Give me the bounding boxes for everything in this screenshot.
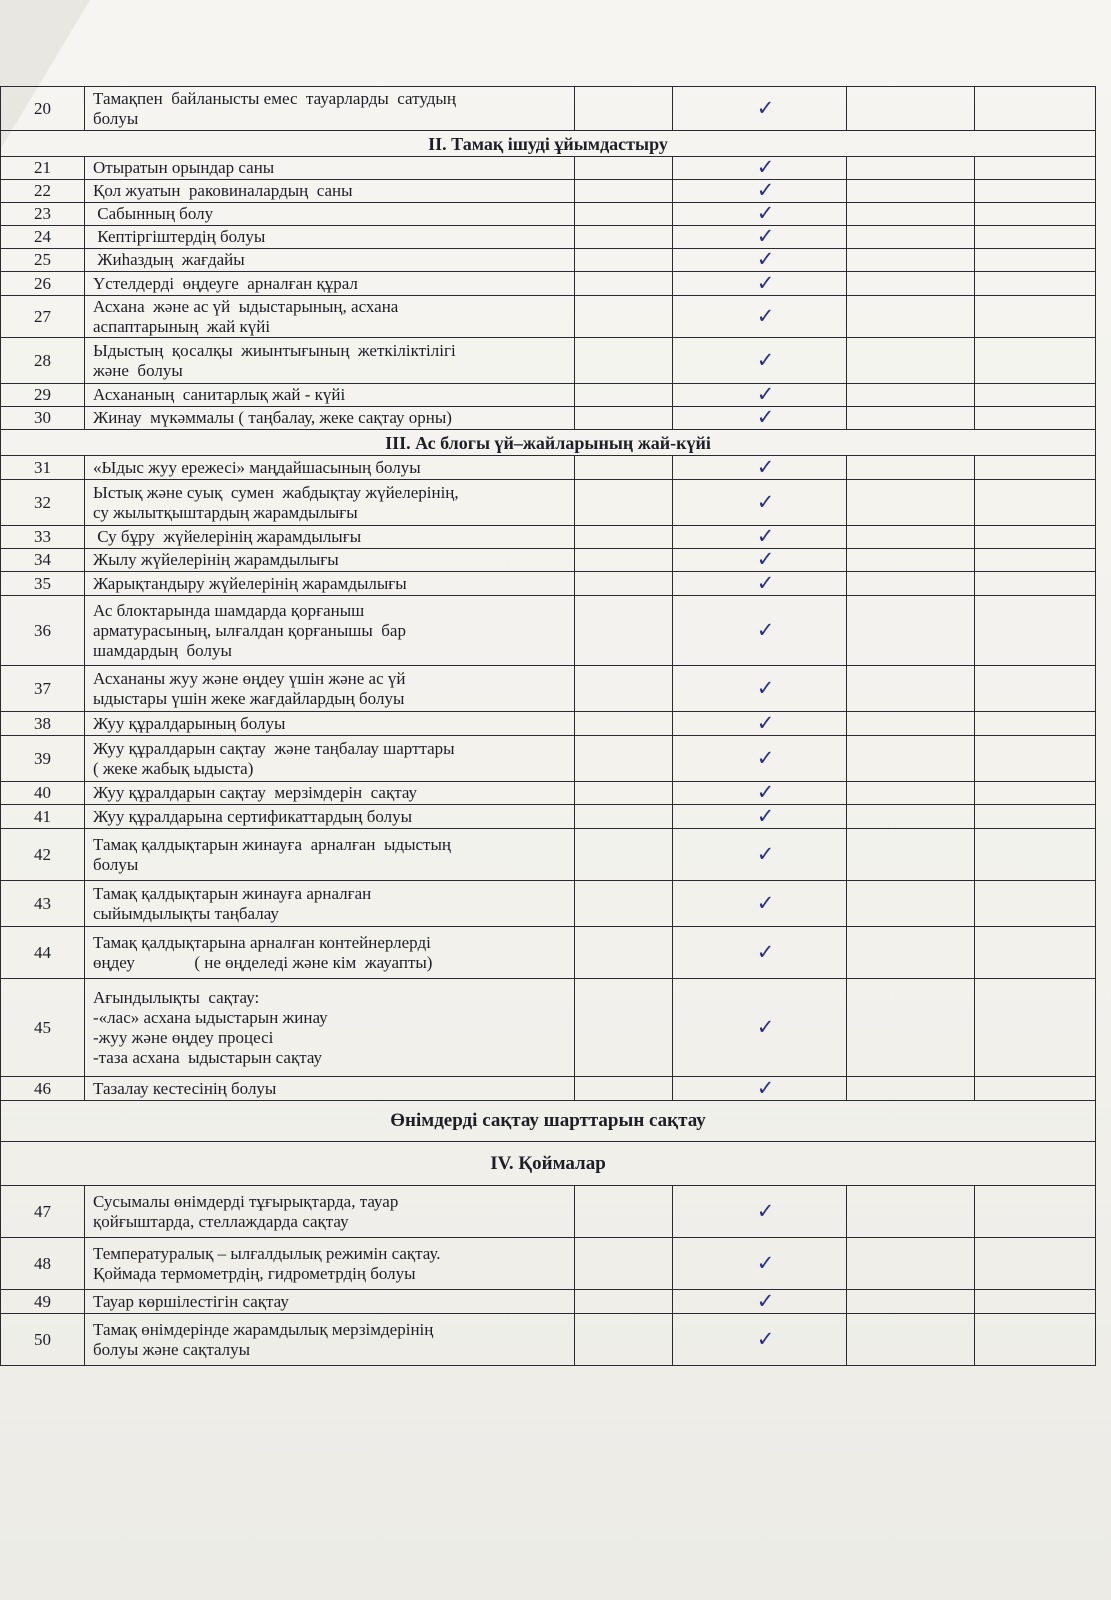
blank-cell [847, 338, 975, 384]
check-mark-icon: ✓ [756, 156, 775, 179]
item-description: Қол жуатын раковиналардың саны [85, 180, 575, 203]
blank-cell [975, 272, 1096, 296]
checklist-row [1, 249, 1096, 272]
item-description: Отыратын орындар саны [85, 157, 575, 180]
section-heading-row [1, 1101, 1096, 1142]
blank-cell [975, 596, 1096, 666]
item-number: 39 [1, 736, 85, 782]
blank-cell [575, 596, 673, 666]
compliance-cell [673, 881, 847, 927]
check-mark-icon: ✓ [756, 1326, 775, 1351]
compliance-cell [673, 549, 847, 572]
blank-cell [847, 1290, 975, 1314]
compliance-cell [673, 180, 847, 203]
blank-cell [847, 596, 975, 666]
blank-cell [847, 782, 975, 805]
compliance-cell [673, 87, 847, 131]
item-description: Жинау мүкәммалы ( таңбалау, жеке сақтау орны) [85, 407, 575, 430]
item-number: 41 [1, 805, 85, 829]
item-number: 25 [1, 249, 85, 272]
item-description: Жуу құралдарын сақтау мерзімдерін сақтау [85, 782, 575, 805]
compliance-cell [673, 1238, 847, 1290]
item-description: Ыстық және суық сумен жабдықтау жүйелерінің, су жылытқыштардың жарамдылығы [85, 480, 575, 526]
checklist-row [1, 829, 1096, 881]
blank-cell [575, 1077, 673, 1101]
check-mark-icon: ✓ [756, 406, 775, 429]
item-description: Тамақ қалдықтарын жинауға арналған ыдыстың болуы [85, 829, 575, 881]
blank-cell [847, 1077, 975, 1101]
checklist-row [1, 782, 1096, 805]
item-description: Сабынның болу [85, 203, 575, 226]
item-number: 21 [1, 157, 85, 180]
checklist-row [1, 712, 1096, 736]
check-mark-icon: ✓ [756, 179, 775, 202]
compliance-cell [673, 157, 847, 180]
blank-cell [575, 249, 673, 272]
blank-cell [975, 881, 1096, 927]
item-number: 38 [1, 712, 85, 736]
blank-cell [575, 805, 673, 829]
item-number: 28 [1, 338, 85, 384]
blank-cell [975, 456, 1096, 480]
blank-cell [847, 180, 975, 203]
item-description: Жуу құралдарын сақтау және таңбалау шарттары ( жеке жабық ыдыста) [85, 736, 575, 782]
compliance-cell [673, 1186, 847, 1238]
blank-cell [575, 1238, 673, 1290]
blank-cell [975, 736, 1096, 782]
inspection-checklist [0, 86, 1095, 1366]
compliance-cell [673, 736, 847, 782]
check-mark-icon: ✓ [756, 841, 775, 866]
blank-cell [575, 666, 673, 712]
checklist-body [1, 87, 1096, 1366]
compliance-cell [673, 1290, 847, 1314]
item-description: Кептіргіштердің болуы [85, 226, 575, 249]
blank-cell [975, 666, 1096, 712]
item-number: 35 [1, 572, 85, 596]
compliance-cell [673, 805, 847, 829]
item-number: 42 [1, 829, 85, 881]
check-mark-icon: ✓ [756, 455, 775, 479]
blank-cell [975, 805, 1096, 829]
check-mark-icon: ✓ [756, 202, 775, 225]
item-description: Асхананы жуу және өңдеу үшін және ас үй ыдыстары үшін жеке жағдайлардың болуы [85, 666, 575, 712]
check-mark-icon: ✓ [756, 1289, 775, 1313]
item-number: 34 [1, 549, 85, 572]
compliance-cell [673, 407, 847, 430]
check-mark-icon: ✓ [756, 571, 775, 595]
check-mark-icon: ✓ [756, 271, 775, 295]
blank-cell [847, 407, 975, 430]
blank-cell [847, 480, 975, 526]
item-description: Ас блоктарында шамдарда қорғаныш арматурасының, ылғалдан қорғанышы бар шамдардың болуы [85, 596, 575, 666]
check-mark-icon: ✓ [756, 489, 775, 514]
item-number: 29 [1, 384, 85, 407]
blank-cell [975, 1077, 1096, 1101]
checklist-row [1, 203, 1096, 226]
compliance-cell [673, 456, 847, 480]
check-mark-icon: ✓ [756, 1250, 775, 1275]
item-number: 48 [1, 1238, 85, 1290]
blank-cell [975, 782, 1096, 805]
compliance-cell [673, 384, 847, 407]
checklist-row [1, 480, 1096, 526]
blank-cell [847, 736, 975, 782]
blank-cell [975, 226, 1096, 249]
blank-cell [847, 272, 975, 296]
blank-cell [975, 1314, 1096, 1366]
blank-cell [975, 203, 1096, 226]
compliance-cell [673, 338, 847, 384]
checklist-row [1, 272, 1096, 296]
check-mark-icon: ✓ [756, 1014, 775, 1039]
checklist-row [1, 180, 1096, 203]
section-heading-row [1, 131, 1096, 157]
checklist-row [1, 384, 1096, 407]
section-heading: Өнімдерді сақтау шарттарын сақтау [1, 1101, 1096, 1142]
compliance-cell [673, 712, 847, 736]
item-description: Температуралық – ылғалдылық режимін сақтау. Қоймада термометрдің, гидрометрдің болуы [85, 1238, 575, 1290]
item-number: 30 [1, 407, 85, 430]
blank-cell [847, 666, 975, 712]
compliance-cell [673, 596, 847, 666]
checklist-row [1, 1238, 1096, 1290]
blank-cell [575, 456, 673, 480]
item-number: 37 [1, 666, 85, 712]
blank-cell [975, 296, 1096, 338]
compliance-cell [673, 1314, 847, 1366]
checklist-row [1, 572, 1096, 596]
item-number: 26 [1, 272, 85, 296]
section-heading: III. Ас блогы үй–жайларының жай-күйі [1, 430, 1096, 456]
item-description: «Ыдыс жуу ережесі» маңдайшасының болуы [85, 456, 575, 480]
item-number: 22 [1, 180, 85, 203]
item-description: Жарықтандыру жүйелерінің жарамдылығы [85, 572, 575, 596]
item-description: Тамақ қалдықтарын жинауға арналған сыйымдылықты таңбалау [85, 881, 575, 927]
check-mark-icon: ✓ [756, 745, 775, 770]
item-description: Асхананың санитарлық жай - күйі [85, 384, 575, 407]
item-number: 27 [1, 296, 85, 338]
check-mark-icon: ✓ [756, 525, 775, 548]
item-description: Тауар көршілестігін сақтау [85, 1290, 575, 1314]
item-number: 44 [1, 927, 85, 979]
checklist-row [1, 526, 1096, 549]
blank-cell [975, 384, 1096, 407]
blank-cell [847, 572, 975, 596]
item-description: Ыдыстың қосалқы жиынтығының жеткіліктілігі және болуы [85, 338, 575, 384]
blank-cell [575, 712, 673, 736]
item-number: 33 [1, 526, 85, 549]
checklist-row [1, 1077, 1096, 1101]
item-description: Жуу құралдарына сертификаттардың болуы [85, 805, 575, 829]
blank-cell [847, 805, 975, 829]
checklist-row [1, 407, 1096, 430]
section-heading: IV. Қоймалар [1, 1142, 1096, 1186]
checklist-row [1, 927, 1096, 979]
blank-cell [847, 881, 975, 927]
check-mark-icon: ✓ [756, 95, 775, 120]
item-number: 46 [1, 1077, 85, 1101]
blank-cell [847, 1314, 975, 1366]
check-mark-icon: ✓ [756, 347, 775, 372]
check-mark-icon: ✓ [756, 248, 775, 271]
checklist-row [1, 549, 1096, 572]
item-description: Тамақ өнімдерінде жарамдылық мерзімдерінің болуы және сақталуы [85, 1314, 575, 1366]
checklist-row [1, 1314, 1096, 1366]
compliance-cell [673, 272, 847, 296]
checklist-row [1, 1290, 1096, 1314]
blank-cell [975, 338, 1096, 384]
blank-cell [975, 979, 1096, 1077]
blank-cell [575, 296, 673, 338]
blank-cell [847, 157, 975, 180]
blank-cell [975, 157, 1096, 180]
blank-cell [575, 157, 673, 180]
item-number: 23 [1, 203, 85, 226]
blank-cell [847, 829, 975, 881]
blank-cell [975, 927, 1096, 979]
item-description: Су бұру жүйелерінің жарамдылығы [85, 526, 575, 549]
blank-cell [575, 881, 673, 927]
compliance-cell [673, 203, 847, 226]
checklist-row [1, 666, 1096, 712]
checklist-table [0, 86, 1096, 1366]
blank-cell [575, 927, 673, 979]
blank-cell [575, 1186, 673, 1238]
blank-cell [575, 1290, 673, 1314]
blank-cell [575, 480, 673, 526]
blank-cell [847, 249, 975, 272]
item-number: 40 [1, 782, 85, 805]
section-heading-row [1, 1142, 1096, 1186]
check-mark-icon: ✓ [756, 303, 775, 328]
item-number: 47 [1, 1186, 85, 1238]
check-mark-icon: ✓ [756, 675, 775, 700]
checklist-row [1, 456, 1096, 480]
check-mark-icon: ✓ [756, 617, 775, 642]
blank-cell [575, 180, 673, 203]
compliance-cell [673, 782, 847, 805]
blank-cell [975, 180, 1096, 203]
blank-cell [975, 1290, 1096, 1314]
checklist-row [1, 596, 1096, 666]
item-number: 36 [1, 596, 85, 666]
item-description: Жуу құралдарының болуы [85, 712, 575, 736]
blank-cell [575, 572, 673, 596]
item-description: Тазалау кестесінің болуы [85, 1077, 575, 1101]
blank-cell [847, 87, 975, 131]
compliance-cell [673, 526, 847, 549]
blank-cell [847, 296, 975, 338]
blank-cell [975, 549, 1096, 572]
blank-cell [975, 1238, 1096, 1290]
checklist-row [1, 226, 1096, 249]
blank-cell [975, 572, 1096, 596]
blank-cell [575, 829, 673, 881]
checklist-row [1, 979, 1096, 1077]
item-description: Асхана және ас үй ыдыстарының, асхана аспаптарының жай күйі [85, 296, 575, 338]
blank-cell [575, 526, 673, 549]
check-mark-icon: ✓ [756, 1198, 775, 1223]
item-number: 50 [1, 1314, 85, 1366]
item-description: Тамақ қалдықтарына арналған контейнерлерді өңдеу ( не өңделеді және кім жауапты) [85, 927, 575, 979]
check-mark-icon: ✓ [756, 383, 775, 406]
section-heading: II. Тамақ ішуді ұйымдастыру [1, 131, 1096, 157]
blank-cell [975, 1186, 1096, 1238]
blank-cell [847, 226, 975, 249]
blank-cell [975, 249, 1096, 272]
compliance-cell [673, 296, 847, 338]
checklist-row [1, 805, 1096, 829]
item-number: 45 [1, 979, 85, 1077]
checklist-row [1, 338, 1096, 384]
check-mark-icon: ✓ [756, 1076, 775, 1100]
blank-cell [975, 526, 1096, 549]
item-number: 31 [1, 456, 85, 480]
blank-cell [847, 384, 975, 407]
blank-cell [575, 226, 673, 249]
item-number: 20 [1, 87, 85, 131]
blank-cell [575, 549, 673, 572]
blank-cell [975, 712, 1096, 736]
compliance-cell [673, 979, 847, 1077]
item-number: 32 [1, 480, 85, 526]
blank-cell [575, 782, 673, 805]
checklist-row [1, 881, 1096, 927]
blank-cell [847, 712, 975, 736]
compliance-cell [673, 226, 847, 249]
compliance-cell [673, 927, 847, 979]
item-number: 24 [1, 226, 85, 249]
item-description: Жылу жүйелерінің жарамдылығы [85, 549, 575, 572]
blank-cell [975, 829, 1096, 881]
check-mark-icon: ✓ [756, 225, 775, 248]
blank-cell [975, 407, 1096, 430]
compliance-cell [673, 666, 847, 712]
item-number: 43 [1, 881, 85, 927]
blank-cell [975, 480, 1096, 526]
check-mark-icon: ✓ [756, 939, 775, 964]
compliance-cell [673, 249, 847, 272]
blank-cell [575, 1314, 673, 1366]
blank-cell [575, 203, 673, 226]
check-mark-icon: ✓ [756, 548, 775, 571]
check-mark-icon: ✓ [756, 804, 775, 828]
item-description: Тамақпен байланысты емес тауарларды сатудың болуы [85, 87, 575, 131]
item-description: Сусымалы өнімдерді тұғырықтарда, тауар қойғыштарда, стеллаждарда сақтау [85, 1186, 575, 1238]
checklist-row [1, 1186, 1096, 1238]
blank-cell [847, 526, 975, 549]
compliance-cell [673, 829, 847, 881]
compliance-cell [673, 1077, 847, 1101]
blank-cell [575, 736, 673, 782]
checklist-row [1, 736, 1096, 782]
blank-cell [847, 927, 975, 979]
item-number: 49 [1, 1290, 85, 1314]
checklist-row [1, 157, 1096, 180]
item-description: Ағындылықты сақтау: -«лас» асхана ыдыстарын жинау -жуу және өңдеу процесі -таза асхана ыдыстарын сақтау [85, 979, 575, 1077]
checklist-row [1, 296, 1096, 338]
blank-cell [847, 549, 975, 572]
compliance-cell [673, 572, 847, 596]
checklist-row [1, 87, 1096, 131]
section-heading-row [1, 430, 1096, 456]
blank-cell [575, 87, 673, 131]
blank-cell [847, 203, 975, 226]
blank-cell [575, 407, 673, 430]
blank-cell [575, 338, 673, 384]
blank-cell [847, 456, 975, 480]
blank-cell [575, 272, 673, 296]
check-mark-icon: ✓ [756, 711, 775, 735]
blank-cell [847, 1238, 975, 1290]
blank-cell [975, 87, 1096, 131]
compliance-cell [673, 480, 847, 526]
blank-cell [847, 1186, 975, 1238]
item-description: Жиһаздың жағдайы [85, 249, 575, 272]
blank-cell [847, 979, 975, 1077]
item-description: Үстелдерді өңдеуге арналған құрал [85, 272, 575, 296]
blank-cell [575, 384, 673, 407]
check-mark-icon: ✓ [756, 781, 775, 804]
blank-cell [575, 979, 673, 1077]
check-mark-icon: ✓ [756, 890, 775, 915]
